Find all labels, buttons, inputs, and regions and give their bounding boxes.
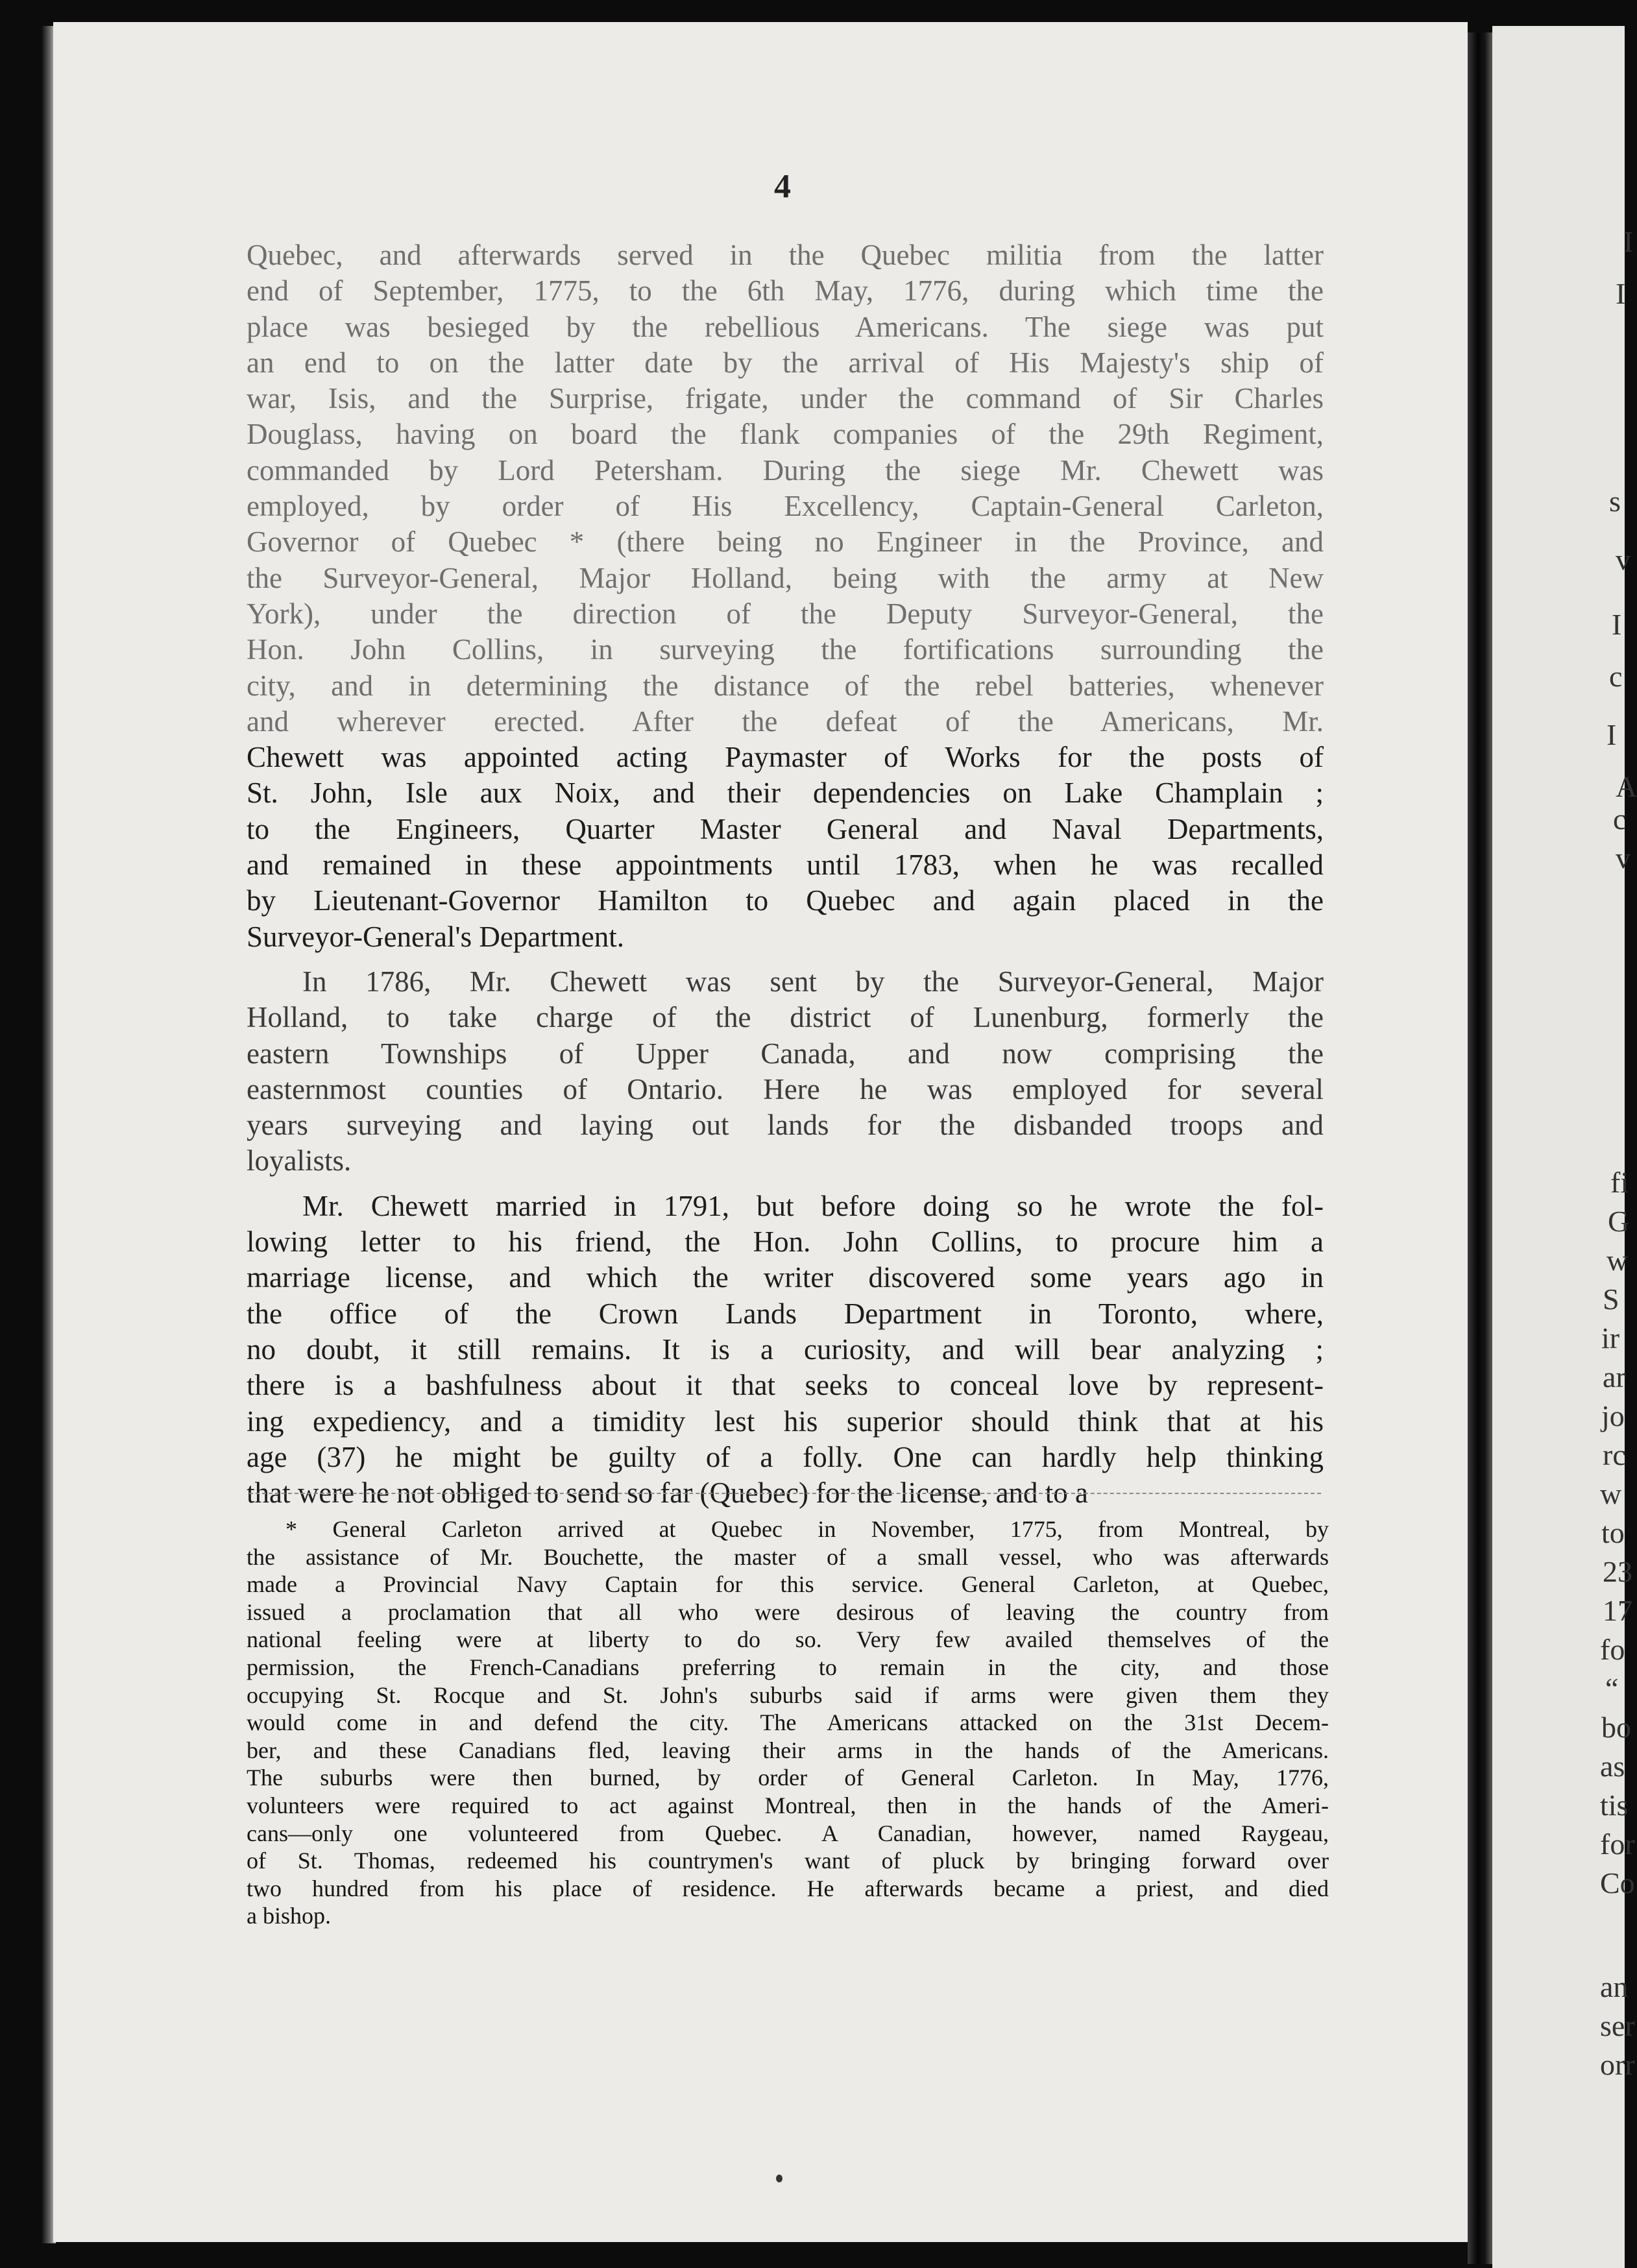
text-line: war, Isis, and the Surprise, frigate, under the command of Sir Charles: [247, 382, 1324, 415]
facing-page-fragment: an: [1600, 1970, 1629, 2003]
text-line: Douglass, having on board the flank companies of the 29th Regiment,: [247, 418, 1324, 451]
footnote-line: occupying St. Rocque and St. John's suburbs said if arms were given them they: [247, 1682, 1329, 1708]
text-line: eastern Townships of Upper Canada, and now comprising the: [247, 1037, 1324, 1070]
paragraph: [247, 1188, 1324, 1512]
book-gutter: [1468, 32, 1492, 2264]
footnote-line: national feeling were at liberty to do so. Very few availed themselves of the: [247, 1626, 1329, 1653]
facing-page-fragment: rc: [1603, 1438, 1626, 1471]
text-line: to the Engineers, Quarter Master General and Naval Departments,: [247, 812, 1324, 845]
text-line: city, and in determining the distance of the rebel batteries, whenever: [247, 669, 1324, 702]
facing-page-fragment: bo: [1601, 1711, 1631, 1744]
facing-page-fragment: as: [1600, 1750, 1625, 1783]
footnote-line: would come in and defend the city. The Americans attacked on the 31st Decem-: [247, 1709, 1329, 1736]
text-line: there is a bashfulness about it that seeks to conceal love by represent-: [247, 1369, 1324, 1402]
footnote-line: a bishop.: [247, 1903, 331, 1929]
facing-page: [1492, 26, 1637, 2268]
facing-page-fragment: w: [1607, 1244, 1629, 1277]
facing-page-fragment: G: [1608, 1205, 1630, 1238]
paragraph: [247, 964, 1324, 1179]
facing-page-fragment: to: [1601, 1516, 1625, 1549]
facing-page-fragment: jo: [1601, 1399, 1625, 1432]
facing-page-fragment: I: [1623, 225, 1634, 258]
facing-page-fragment: I: [1607, 718, 1617, 751]
facing-page-fragment: w: [1600, 1477, 1622, 1510]
text-line: Mr. Chewett married in 1791, but before doing so he wrote the fol-: [302, 1189, 1324, 1222]
text-line: years surveying and laying out lands for the disbanded troops and: [247, 1109, 1324, 1142]
footnote-line: two hundred from his place of residence. He afterwards became a priest, and died: [247, 1875, 1329, 1901]
facing-page-fragment: v: [1616, 841, 1631, 875]
facing-page-fragment: orr: [1600, 2048, 1635, 2081]
page-number: 4: [774, 168, 791, 205]
footnote: [247, 1515, 1329, 1930]
footnote-line: of St. Thomas, redeemed his countrymen's want of pluck by bringing forward over: [247, 1848, 1329, 1874]
footnote-line: cans—only one volunteered from Quebec. A Canadian, however, named Raygeau,: [247, 1820, 1329, 1846]
facing-page-fragment: c: [1609, 660, 1623, 693]
facing-page-fragment: fi: [1610, 1166, 1629, 1199]
text-line: Governor of Quebec * (there being no Engineer in the Province, and: [247, 525, 1324, 559]
text-line: York), under the direction of the Deputy Surveyor-General, the: [247, 597, 1324, 630]
facing-page-fragment: for: [1600, 1828, 1635, 1861]
facing-page-fragment: ir: [1601, 1321, 1620, 1355]
facing-page-fragment: I: [1616, 277, 1626, 310]
facing-page-fragment: ar: [1603, 1360, 1626, 1393]
text-line: Chewett was appointed acting Paymaster of Works for the posts of: [247, 741, 1324, 774]
text-line: loyalists.: [247, 1144, 352, 1177]
text-line: Holland, to take charge of the district of Lunenburg, formerly the: [247, 1001, 1324, 1034]
facing-page-fragment: tis: [1600, 1789, 1629, 1822]
text-line: In 1786, Mr. Chewett was sent by the Surveyor-General, Major: [302, 965, 1324, 998]
text-line: lowing letter to his friend, the Hon. John Collins, to procure him a: [247, 1225, 1324, 1259]
text-line: age (37) he might be guilty of a folly. One can hardly help thinking: [247, 1440, 1324, 1473]
text-line: Quebec, and afterwards served in the Quebec militia from the latter: [247, 239, 1324, 271]
footnote-line: issued a proclamation that all who were desirous of leaving the country from: [247, 1598, 1329, 1625]
text-line: the Surveyor-General, Major Holland, being with the army at New: [247, 561, 1324, 594]
text-line: ing expediency, and a timidity lest his superior should think that at his: [247, 1405, 1324, 1438]
facing-page-fragment: 17: [1603, 1594, 1632, 1627]
text-line: that were he not obliged to send so far (Quebec) for the license, and to a: [247, 1477, 1089, 1510]
text-line: and wherever erected. After the defeat of the Americans, Mr.: [247, 705, 1324, 738]
text-line: Hon. John Collins, in surveying the fortifications surrounding the: [247, 633, 1324, 666]
text-line: Surveyor-General's Department.: [247, 920, 624, 953]
footnote-line: made a Provincial Navy Captain for this service. General Carleton, at Quebec,: [247, 1571, 1329, 1598]
text-line: easternmost counties of Ontario. Here he was employed for several: [247, 1072, 1324, 1105]
text-line: no doubt, it still remains. It is a curiosity, and will bear analyzing ;: [247, 1333, 1324, 1366]
text-line: St. John, Isle aux Noix, and their dependencies on Lake Champlain ;: [247, 777, 1324, 810]
text-line: place was besieged by the rebellious Americans. The siege was put: [247, 310, 1324, 343]
facing-page-fragment: ser: [1600, 2009, 1635, 2042]
text-line: the office of the Crown Lands Department in Toronto, where,: [247, 1297, 1324, 1330]
paragraph: [247, 237, 1324, 955]
text-line: an end to on the latter date by the arrival of His Majesty's ship of: [247, 346, 1324, 379]
footnote-line: The suburbs were then burned, by order of General Carleton. In May, 1776,: [247, 1765, 1329, 1791]
facing-page-fragment: I: [1612, 608, 1622, 641]
text-line: by Lieutenant-Governor Hamilton to Quebec and again placed in the: [247, 884, 1324, 917]
ink-speck: [776, 2175, 782, 2182]
facing-page-fragment: S: [1603, 1283, 1619, 1316]
footnote-line: permission, the French-Canadians preferring to remain in the city, and those: [247, 1654, 1329, 1680]
body-text: [247, 237, 1324, 1511]
footnote-divider: [249, 1493, 1321, 1494]
facing-page-fragment: c: [1613, 802, 1627, 836]
facing-page-fragment: A: [1616, 770, 1637, 803]
facing-page-fragment: s: [1609, 485, 1621, 518]
facing-page-fragment: “: [1605, 1672, 1619, 1705]
facing-page-fragment: Co: [1600, 1866, 1635, 1900]
footnote-line: volunteers were required to act against Montreal, then in the hands of the Ameri-: [247, 1792, 1329, 1818]
footnote-line: * General Carleton arrived at Quebec in November, 1775, from Montreal, by: [285, 1516, 1329, 1542]
facing-page-fragment: v: [1616, 543, 1631, 576]
text-line: employed, by order of His Excellency, Captain-General Carleton,: [247, 490, 1324, 523]
text-line: marriage license, and which the writer discovered some years ago in: [247, 1261, 1324, 1294]
text-line: and remained in these appointments until 1783, when he was recalled: [247, 849, 1324, 882]
footnote-line: ber, and these Canadians fled, leaving their arms in the hands of the Americans.: [247, 1737, 1329, 1763]
facing-page-fragment: fo: [1600, 1633, 1625, 1666]
text-line: commanded by Lord Petersham. During the siege Mr. Chewett was: [247, 453, 1324, 487]
facing-page-fragment: 23: [1603, 1555, 1632, 1588]
text-line: end of September, 1775, to the 6th May, 1776, during which time the: [247, 274, 1324, 308]
footnote-line: the assistance of Mr. Bouchette, the master of a small vessel, who was afterwards: [247, 1543, 1329, 1570]
